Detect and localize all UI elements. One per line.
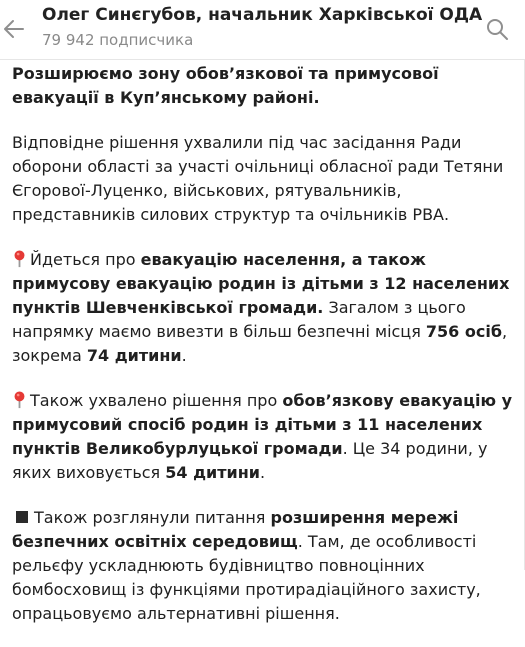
subscriber-count: 79 942 подписчика — [42, 31, 194, 49]
post-paragraph-4: Також розглянули питання розширення мережі безпечних освітніх середовищ. Там, де особливості рельєфу ускладнюють будівництво повноцінних бомбосховищ із функціями протирадіаційного захисту, опрацьовуємо альтернативні рішення. — [12, 508, 481, 623]
round-pushpin-icon — [12, 250, 27, 268]
post-paragraph-2: Йдеться про евакуацію населення, а також примусову евакуацію родин із дітьми з 12 населених пунктів Шевченківської громади. Загалом з цього напрямку маємо вивезти в більш безпечні місця 756 осіб, зокрема 74 дитини. — [12, 250, 510, 365]
search-icon — [485, 17, 509, 41]
post-paragraph-3: Також ухвалено рішення про обов’язкову евакуацію у примусовий спосіб родин із дітьми з 11 населених пунктів Великобурлуцької громади. Це 34 родини, у яких виховується 54 дитини. — [12, 391, 512, 482]
search-button[interactable] — [483, 15, 511, 43]
post-message — [12, 62, 512, 647]
round-pushpin-icon — [12, 391, 27, 409]
channel-header — [0, 0, 525, 60]
black-square-icon — [16, 511, 28, 523]
post-paragraph-1: Відповідне рішення ухвалили під час засідання Ради оборони області за участі очільниці обласної ради Тетяни Єгорової-Луценко, військових, рятувальників, представників силових структур та очільників РВА. — [12, 133, 504, 224]
back-button[interactable] — [0, 14, 28, 44]
post-heading: Розширюємо зону обов’язкової та примусової евакуації в Куп’янському районі. — [12, 64, 439, 107]
arrow-left-icon — [3, 18, 25, 40]
channel-title[interactable]: Олег Синєгубов, начальник Харківської ОДА — [42, 5, 483, 25]
